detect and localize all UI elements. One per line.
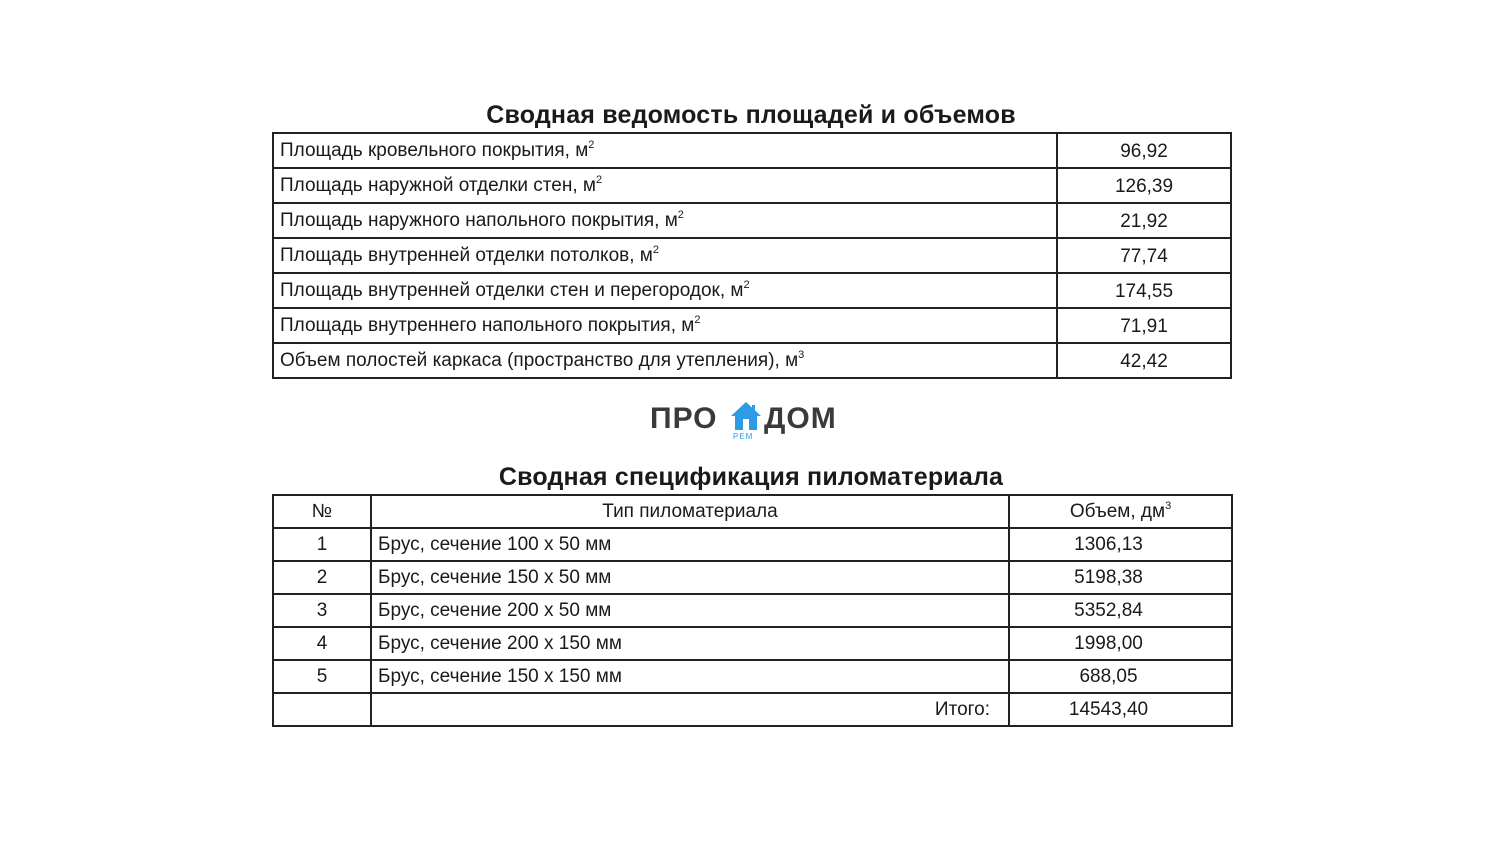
unit-power: 2 [595,173,603,186]
table-row [273,273,1231,308]
unit-power: 2 [652,243,659,256]
lumber-volume: 5352,84 [1009,594,1232,627]
lumber-spec-table [272,494,1233,727]
total-value: 14543,40 [1009,693,1232,726]
area-value: 21,92 [1057,203,1231,238]
area-label: Площадь кровельного покрытия, м [280,139,589,161]
row-number: 5 [273,660,371,693]
table-row [273,133,1231,168]
area-label: Площадь внутренней отделки потолков, м [280,244,653,266]
logo-word-right: ДОМ [764,402,837,435]
lumber-volume: 1998,00 [1009,627,1232,660]
table-row [273,168,1231,203]
total-row [273,693,1232,726]
lumber-volume: 5198,38 [1009,561,1232,594]
area-value: 126,39 [1057,168,1231,203]
logo-word-left: ПРО [650,402,718,435]
row-number: 3 [273,594,371,627]
table-row [273,660,1232,693]
unit-power: 2 [743,278,750,291]
unit-power: 2 [588,138,595,151]
row-number: 4 [273,627,371,660]
brand-logo [650,400,850,444]
lumber-type: Брус, сечение 150 х 150 мм [371,660,1009,693]
empty-cell [273,693,371,726]
logo-subtext: РЕМ [733,432,754,441]
area-label-cell [273,343,1057,378]
table-header-row [273,495,1232,528]
lumber-volume: 1306,13 [1009,528,1232,561]
header-number: № [273,495,371,528]
area-label-cell [273,308,1057,343]
area-value: 96,92 [1057,133,1231,168]
area-label-cell [273,238,1057,273]
area-label-cell [273,168,1057,203]
lumber-type: Брус, сечение 200 х 150 мм [371,627,1009,660]
lumber-type: Брус, сечение 200 х 50 мм [371,594,1009,627]
spec-table-title: Сводная спецификация пиломатериала [498,463,1004,491]
area-label: Площадь внутреннего напольного покрытия, м [280,314,695,336]
area-label: Площадь внутренней отделки стен и перегородок, м [280,279,744,301]
unit-power: 3 [1165,499,1172,512]
unit-power: 2 [694,313,701,326]
table-row [273,203,1231,238]
table-row [273,238,1231,273]
area-label-cell [273,203,1057,238]
table-row [273,308,1231,343]
table-row [273,343,1231,378]
total-label: Итого: [371,693,1009,726]
area-value: 174,55 [1057,273,1231,308]
area-label: Площадь наружного напольного покрытия, м [280,209,678,231]
table-row [273,561,1232,594]
areas-table [272,132,1232,379]
lumber-type: Брус, сечение 150 х 50 мм [371,561,1009,594]
area-label-cell [273,133,1057,168]
lumber-type: Брус, сечение 100 х 50 мм [371,528,1009,561]
area-label: Объем полостей каркаса (пространство для утепления), м [280,349,799,371]
lumber-volume: 688,05 [1009,660,1232,693]
header-volume [1009,495,1232,528]
table-row [273,627,1232,660]
areas-table-title: Сводная ведомость площадей и объемов [486,101,1016,129]
header-volume-label: Объем, дм [1069,500,1166,522]
area-value: 71,91 [1057,308,1231,343]
unit-power: 3 [798,348,805,361]
table-row [273,594,1232,627]
unit-power: 2 [677,208,684,221]
area-value: 77,74 [1057,238,1231,273]
area-label: Площадь наружной отделки стен, м [280,174,596,196]
area-label-cell [273,273,1057,308]
header-lumber-type: Тип пиломатериала [371,495,1009,528]
row-number: 1 [273,528,371,561]
row-number: 2 [273,561,371,594]
table-row [273,528,1232,561]
house-icon [730,400,762,434]
area-value: 42,42 [1057,343,1231,378]
